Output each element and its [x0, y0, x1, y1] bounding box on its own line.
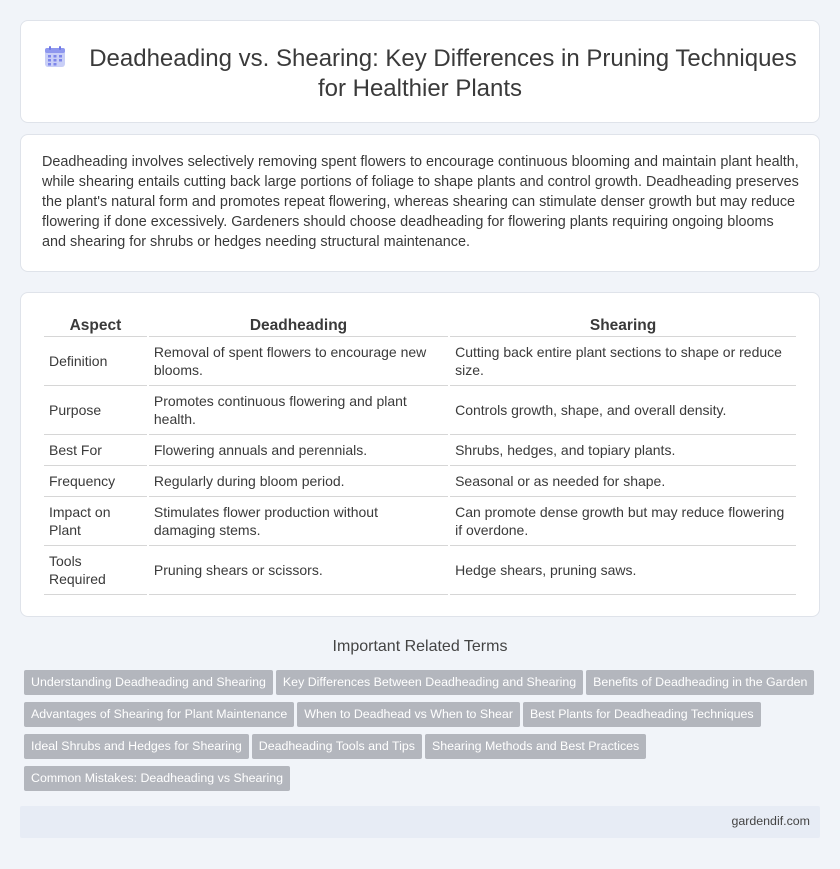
cell-deadheading: Pruning shears or scissors. — [149, 546, 448, 595]
cell-shearing: Shrubs, hedges, and topiary plants. — [450, 435, 796, 466]
table-row — [44, 337, 796, 386]
tag-key-differences[interactable]: Key Differences Between Deadheading and Shearing — [276, 670, 583, 695]
cell-deadheading: Stimulates flower production without damaging stems. — [149, 497, 448, 546]
cell-aspect: Impact on Plant — [44, 497, 147, 546]
header-shearing: Shearing — [450, 315, 796, 337]
table-row — [44, 466, 796, 497]
page-title: Deadheading vs. Shearing: Key Differences in Pruning Techniques for Healthier Plants — [89, 45, 797, 102]
tag-shearing-methods[interactable]: Shearing Methods and Best Practices — [425, 734, 646, 759]
cell-aspect: Definition — [44, 337, 147, 386]
tag-when-to-deadhead[interactable]: When to Deadhead vs When to Shear — [297, 702, 520, 727]
cell-deadheading: Flowering annuals and perennials. — [149, 435, 448, 466]
cell-shearing: Cutting back entire plant sections to shape or reduce size. — [450, 337, 796, 386]
cell-shearing: Seasonal or as needed for shape. — [450, 466, 796, 497]
cell-deadheading: Promotes continuous flowering and plant health. — [149, 386, 448, 435]
related-terms-title: Important Related Terms — [332, 638, 508, 655]
cell-deadheading: Removal of spent flowers to encourage new blooms. — [149, 337, 448, 386]
page-title-wrap — [21, 44, 819, 104]
comparison-card — [20, 292, 820, 617]
cell-aspect: Tools Required — [44, 546, 147, 595]
table-row — [44, 497, 796, 546]
cell-aspect: Best For — [44, 435, 147, 466]
header-aspect: Aspect — [44, 315, 147, 337]
tag-understanding[interactable]: Understanding Deadheading and Shearing — [24, 670, 273, 695]
intro-card — [20, 134, 820, 272]
comparison-table — [42, 315, 798, 595]
footer-bar — [20, 806, 820, 838]
related-tags — [24, 670, 824, 798]
tag-best-plants[interactable]: Best Plants for Deadheading Techniques — [523, 702, 761, 727]
cell-shearing: Hedge shears, pruning saws. — [450, 546, 796, 595]
tag-ideal-shrubs[interactable]: Ideal Shrubs and Hedges for Shearing — [24, 734, 249, 759]
cell-deadheading: Regularly during bloom period. — [149, 466, 448, 497]
table-row — [44, 386, 796, 435]
tag-deadheading-tools[interactable]: Deadheading Tools and Tips — [252, 734, 422, 759]
tag-benefits-deadheading[interactable]: Benefits of Deadheading in the Garden — [586, 670, 814, 695]
table-row — [44, 435, 796, 466]
table-row — [44, 546, 796, 595]
header-card — [20, 20, 820, 123]
cell-aspect: Frequency — [44, 466, 147, 497]
table-header-row — [44, 315, 796, 337]
cell-shearing: Can promote dense growth but may reduce flowering if overdone. — [450, 497, 796, 546]
tag-advantages-shearing[interactable]: Advantages of Shearing for Plant Maintenance — [24, 702, 294, 727]
footer-site[interactable]: gardendif.com — [731, 814, 810, 828]
header-deadheading: Deadheading — [149, 315, 448, 337]
calendar-icon — [43, 45, 67, 69]
tag-common-mistakes[interactable]: Common Mistakes: Deadheading vs Shearing — [24, 766, 290, 791]
cell-aspect: Purpose — [44, 386, 147, 435]
intro-paragraph: Deadheading involves selectively removing spent flowers to encourage continuous blooming and maintain plant health, while shearing entails cutting back large portions of foliage to shape plants and control growth. Deadheading preserves the plant's natural form and promotes repeat flowering, whereas shearing can stimulate denser growth but may reduce flowering if done excessively. Gardeners should choose deadheading for flowering plants requiring ongoing blooms and shearing for shrubs or hedges needing structural maintenance. — [42, 154, 799, 250]
cell-shearing: Controls growth, shape, and overall density. — [450, 386, 796, 435]
